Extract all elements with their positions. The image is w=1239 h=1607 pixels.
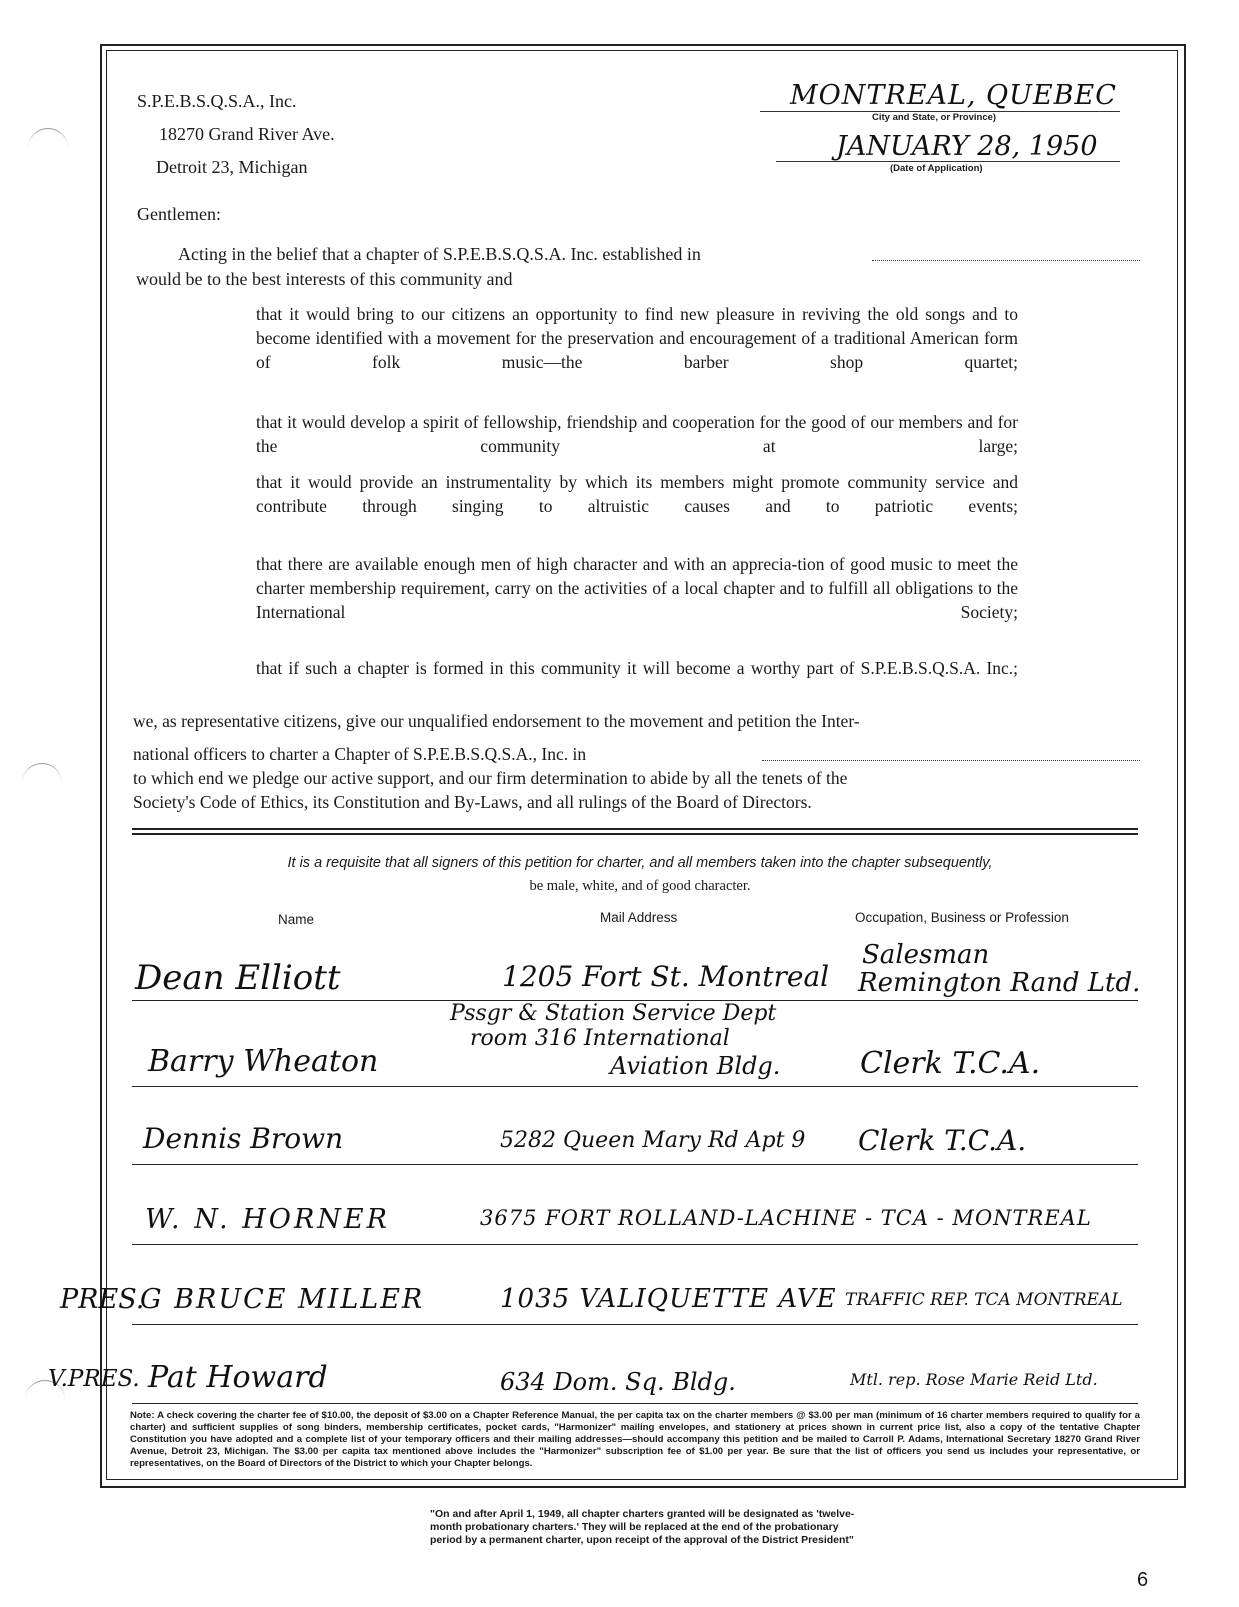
requirement-line-1: It is a requisite that all signers of this petition for charter, and all members taken into the chapter subsequently,: [287, 855, 993, 871]
signer-occupation: Mtl. rep. Rose Marie Reid Ltd.: [850, 1370, 1098, 1389]
org-name: S.P.E.B.S.Q.S.A., Inc.: [137, 91, 297, 111]
section-divider: [132, 828, 1138, 835]
date-line: [776, 161, 1120, 162]
signer-name: Pat Howard: [148, 1360, 328, 1395]
signer-occupation: Salesman: [862, 940, 990, 970]
signer-address: 1205 Fort St. Montreal: [502, 960, 830, 993]
signer-occupation-line-2: Remington Rand Ltd.: [858, 968, 1141, 998]
org-street: 18270 Grand River Ave.: [159, 124, 335, 144]
signer-occupation: TRAFFIC REP. TCA MONTREAL: [845, 1290, 1123, 1310]
petition-line-3: to which end we pledge our active support, and our firm determination to abide by all the tenets of the: [133, 768, 848, 788]
petition-line-2: national officers to charter a Chapter of S.P.E.B.S.Q.S.A., Inc. in: [133, 744, 587, 764]
fee-note: Note: A check covering the charter fee of $10.00, the deposit of $3.00 on a Chapter Reference Manual, the per capita tax on the charter members @ $3.00 per man (minimum of 16 charter members required to qualify for a charter) and sufficient supplies of song binders, membership certificates, pocket cards, "Harmonizer" mailing envelopes, and stationery at prices shown in current price list, also a copy of the tentative Chapter Constitution you have adopted and a complete list of your temporary officers and their mailing addresses—should accompany this petition and be mailed to Carroll P. Adams, International Secretary 18270 Grand River Avenue, Detroit 23, Michigan. The $3.00 per capita tax mentioned above includes the "Harmonizer" subscription fee of $1.00 per year. Be sure that the list of officers you send us includes your representative, or representatives, on the Board of Directors of the District to which your Chapter belongs.: [130, 1410, 1140, 1469]
signer-address-line-2: room 316 International: [470, 1026, 730, 1051]
petition-line-1: we, as representative citizens, give our unqualified endorsement to the movement and petition the Inter-: [133, 711, 860, 731]
signer-occupation: Clerk T.C.A.: [860, 1046, 1041, 1081]
signer-address: 634 Dom. Sq. Bldg.: [500, 1368, 736, 1396]
salutation: Gentlemen:: [137, 204, 221, 224]
punch-hole-mark: [28, 128, 68, 157]
signature-line: [132, 1403, 1138, 1404]
signer-address: Pssgr & Station Service Dept: [450, 1001, 777, 1026]
chapter-location-blank: [872, 260, 1140, 261]
location-value: MONTREAL, QUEBEC: [790, 80, 1117, 111]
signature-line: [132, 1086, 1138, 1087]
officer-prefix-vice-president: V.PRES.: [48, 1366, 140, 1392]
chapter-name-blank: [762, 760, 1140, 761]
location-caption: City and State, or Province): [872, 112, 997, 123]
clause-fellowship: that it would develop a spirit of fellowship, friendship and cooperation for the good of our members and for the community at large;: [256, 412, 1018, 456]
signer-address: 5282 Queen Mary Rd Apt 9: [500, 1128, 806, 1153]
clause-community-service: that it would provide an instrumentality by which its members might promote community service and contribute through singing to altruistic causes and to patriotic events;: [256, 472, 1018, 516]
requirement-line-2: be male, white, and of good character.: [529, 878, 751, 894]
clause-membership: that there are available enough men of high character and with an apprecia-tion of good music to meet the charter membership requirement, carry on the activities of a local chapter and to fulfill all obligations to the International Society;: [256, 554, 1018, 622]
intro-line-2: would be to the best interests of this community and: [136, 269, 513, 289]
signature-line: [132, 1244, 1138, 1245]
signer-address: 1035 VALIQUETTE AVE: [500, 1284, 837, 1314]
clause-folk-music: that it would bring to our citizens an opportunity to find new pleasure in reviving the old songs and to become identified with a movement for the preservation and encouragement of a traditional American form of folk music—the barber shop quartet;: [256, 304, 1018, 372]
signer-name: Dean Elliott: [135, 958, 341, 998]
signer-name: Dennis Brown: [143, 1122, 344, 1155]
column-occupation: Occupation, Business or Profession: [855, 910, 1069, 925]
punch-hole-mark: [22, 763, 62, 792]
page-number: 6: [1137, 1569, 1149, 1591]
probationary-charter-note: "On and after April 1, 1949, all chapter charters granted will be designated as 'twelve-month probationary charters.' They will be replaced at the end of the probationary period by a permanent charter, upon receipt of the approval of the District President": [430, 1508, 855, 1546]
column-address: Mail Address: [600, 910, 678, 925]
signer-name: Barry Wheaton: [148, 1044, 379, 1079]
org-city: Detroit 23, Michigan: [156, 157, 308, 177]
date-caption: (Date of Application): [890, 163, 983, 174]
signer-occupation: Clerk T.C.A.: [858, 1124, 1027, 1157]
date-value: JANUARY 28, 1950: [836, 131, 1098, 162]
signer-address: 3675 FORT ROLLAND-LACHINE - TCA - MONTREAL: [480, 1206, 1092, 1230]
signature-line: [132, 1324, 1138, 1325]
column-name: Name: [278, 912, 315, 927]
officer-prefix-president: PRES.: [60, 1284, 145, 1315]
petition-line-4: Society's Code of Ethics, its Constitution and By-Laws, and all rulings of the Board of Directors.: [133, 792, 812, 812]
signature-line: [132, 1164, 1138, 1165]
signer-name: W. N. HORNER: [145, 1204, 390, 1235]
signer-address-line-3: Aviation Bldg.: [610, 1052, 781, 1080]
signer-name: G BRUCE MILLER: [140, 1284, 425, 1315]
clause-worthy-part: that if such a chapter is formed in this community it will become a worthy part of S.P.E.B.S.Q.S.A. Inc.;: [256, 658, 1018, 678]
intro-line-1: Acting in the belief that a chapter of S.P.E.B.S.Q.S.A. Inc. established in: [178, 244, 701, 264]
